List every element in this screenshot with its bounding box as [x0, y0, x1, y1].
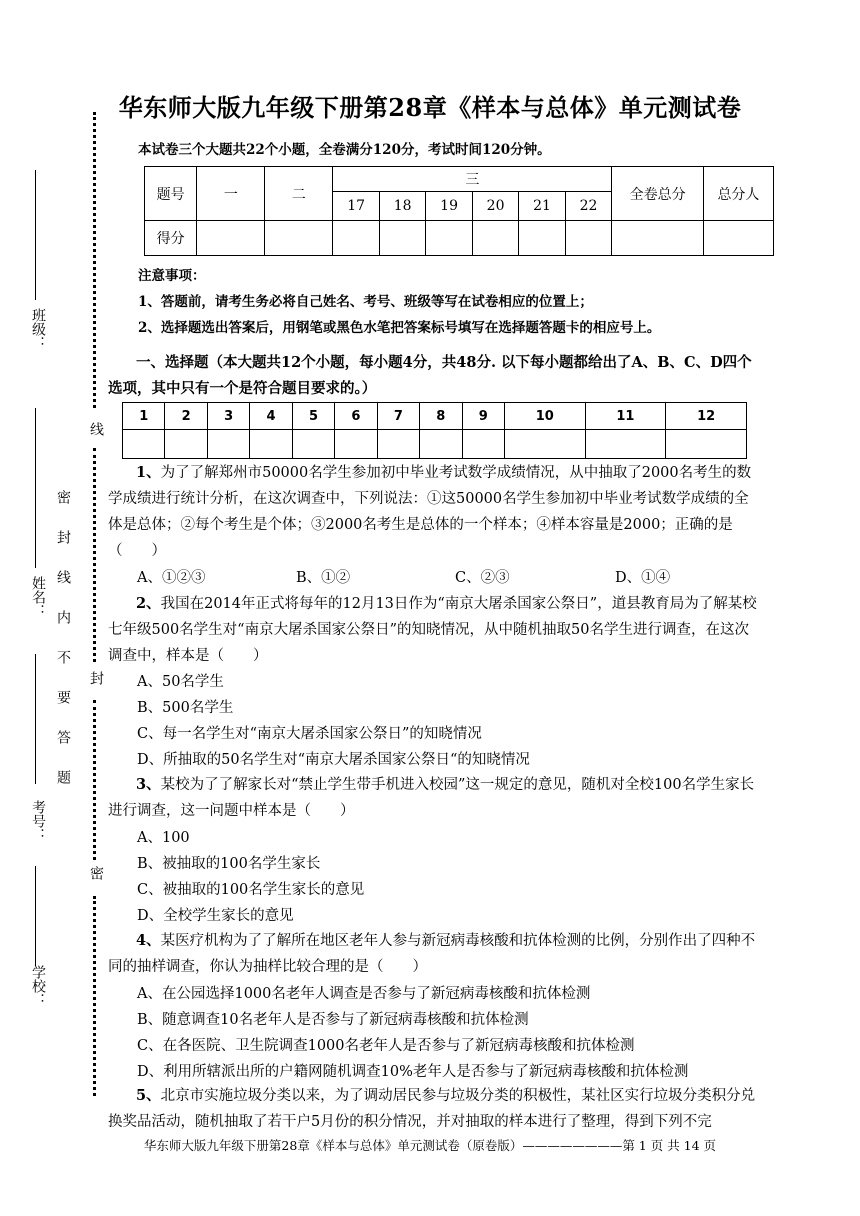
exam-intro: 本试卷三个大题共22个小题，全卷满分120分，考试时间120分钟。 [138, 142, 551, 158]
answer-box-6[interactable] [335, 430, 377, 459]
answer-grid [122, 402, 747, 459]
binding-label-xian: 线 [88, 422, 104, 436]
score-cell[interactable] [426, 221, 472, 256]
score-cell[interactable] [333, 221, 379, 256]
question-3-number: 3、 [136, 776, 161, 793]
question-1-option-d[interactable]: D、①④ [615, 570, 671, 586]
question-4-number: 4、 [136, 932, 161, 949]
name-label: 姓名： [30, 576, 46, 618]
answer-number-10: 10 [504, 403, 585, 430]
question-3-text: 某校为了了解家长对“禁止学生带手机进入校园”这一规定的意见，随机对全校100名学生家长进行调查，这一问题中样本是（ ） [108, 777, 755, 819]
answer-box-8[interactable] [420, 430, 462, 459]
answer-number-11: 11 [585, 403, 666, 430]
question-5 [108, 1083, 763, 1135]
question-5-number: 5、 [136, 1087, 161, 1104]
question-4-option-d[interactable]: D、利用所辖派出所的户籍网随机调查10%老年人是否参与了新冠病毒核酸和抗体检测 [137, 1064, 689, 1080]
answer-number-1: 1 [123, 403, 165, 430]
score-header-san: 三 [333, 167, 612, 192]
page-footer: 华东师大版九年级下册第28章《样本与总体》单元测试卷（原卷版）————————第 1 页 共 14 页 [143, 1138, 717, 1153]
school-line [35, 866, 36, 966]
note-item-2: 2、选择题选出答案后，用钢笔或黑色水笔把答案标号填写在选择题答题卡的相应号上。 [138, 320, 661, 336]
binding-dotted-line [93, 112, 96, 408]
answer-number-2: 2 [165, 403, 207, 430]
question-4-option-c[interactable]: C、在各医院、卫生院调查1000名老年人是否参与了新冠病毒核酸和抗体检测 [137, 1038, 635, 1054]
score-sub-17: 17 [333, 192, 379, 221]
binding-dotted-line [93, 448, 96, 662]
score-sub-21: 21 [519, 192, 565, 221]
exam-number-label: 考号： [30, 800, 46, 842]
question-2-option-b[interactable]: B、500名学生 [137, 700, 234, 716]
question-3-option-b[interactable]: B、被抽取的100名学生家长 [137, 856, 321, 872]
answer-box-3[interactable] [207, 430, 249, 459]
question-2-number: 2、 [136, 595, 161, 612]
answer-number-7: 7 [377, 403, 419, 430]
question-4-option-a[interactable]: A、在公园选择1000名老年人调查是否参与了新冠病毒核酸和抗体检测 [137, 986, 591, 1002]
question-5-text: 北京市实施垃圾分类以来，为了调动居民参与垃圾分类的积极性，某社区实行垃圾分类积分兑换奖品活动，随机抽取了若干户5月份的积分情况，并对抽取的样本进行了整理，得到下列不完 [108, 1088, 756, 1130]
question-2-text: 我国在2014年正式将每年的12月13日作为“南京大屠杀国家公祭日”，道县教育局为了解某校七年级500名学生对“南京大屠杀国家公祭日”的知晓情况，从中随机抽取50名学生进行调查，在这次调查中，样本是（ ） [108, 596, 757, 664]
section-1-heading: 一、选择题（本大题共12个小题，每小题4分，共48分. 以下每小题都给出了A、B、C、D四个选项，其中只有一个是符合题目要求的。） [108, 354, 752, 397]
answer-box-4[interactable] [250, 430, 292, 459]
exam-number-line [35, 654, 36, 784]
score-header-tihao: 题号 [145, 167, 197, 221]
question-2 [108, 591, 763, 669]
answer-number-8: 8 [420, 403, 462, 430]
answer-box-9[interactable] [462, 430, 504, 459]
score-sub-19: 19 [426, 192, 472, 221]
question-3-option-d[interactable]: D、全校学生家长的意见 [137, 908, 294, 924]
score-cell[interactable] [703, 221, 773, 256]
question-2-option-c[interactable]: C、每一名学生对“南京大屠杀国家公祭日”的知晓情况 [137, 726, 482, 742]
score-sub-20: 20 [472, 192, 518, 221]
score-cell[interactable] [472, 221, 518, 256]
score-header-er: 二 [265, 167, 333, 221]
answer-box-11[interactable] [585, 430, 666, 459]
question-1-option-a[interactable]: A、①②③ [137, 570, 206, 586]
score-row-label: 得分 [145, 221, 197, 256]
answer-box-5[interactable] [292, 430, 334, 459]
answer-box-10[interactable] [504, 430, 585, 459]
name-line [35, 408, 36, 568]
answer-number-6: 6 [335, 403, 377, 430]
question-1-number: 1、 [136, 464, 161, 481]
answer-box-7[interactable] [377, 430, 419, 459]
score-cell[interactable] [379, 221, 425, 256]
school-label: 学校： [30, 965, 46, 1007]
question-3-option-a[interactable]: A、100 [137, 830, 190, 846]
question-3-option-c[interactable]: C、被抽取的100名学生家长的意见 [137, 882, 365, 898]
class-label: 班级： [30, 308, 46, 350]
binding-label-mi: 密 [88, 866, 104, 880]
answer-number-9: 9 [462, 403, 504, 430]
question-1-option-b[interactable]: B、①② [296, 570, 351, 586]
score-cell[interactable] [265, 221, 333, 256]
note-item-1: 1、答题前，请考生务必将自己姓名、考号、班级等写在试卷相应的位置上； [138, 294, 593, 310]
score-sub-18: 18 [379, 192, 425, 221]
question-2-option-a[interactable]: A、50名学生 [137, 674, 224, 690]
no-answer-zone-notice: 密 封 线 内 不 要 答 题 [55, 490, 71, 790]
answer-number-12: 12 [666, 403, 747, 430]
answer-box-2[interactable] [165, 430, 207, 459]
score-header-yi: 一 [197, 167, 265, 221]
score-header-scorer: 总分人 [703, 167, 773, 221]
question-1-text: 为了了解郑州市50000名学生参加初中毕业考试数学成绩情况，从中抽取了2000名考生的数学成绩进行统计分析，在这次调查中，下列说法：①这50000名学生参加初中毕业考试数学成绩的全体是总体；②每个考生是个体；③2000名考生是总体的一个样本；④样本容量是2000；正确的是（ ） [108, 465, 752, 559]
score-header-total: 全卷总分 [612, 167, 704, 221]
answer-box-12[interactable] [666, 430, 747, 459]
score-table [144, 166, 774, 256]
page-title: 华东师大版九年级下册第28章《样本与总体》单元测试卷 [118, 93, 742, 122]
notes-heading: 注意事项： [138, 268, 206, 284]
question-4-option-b[interactable]: B、随意调查10名老年人是否参与了新冠病毒核酸和抗体检测 [137, 1012, 529, 1028]
score-cell[interactable] [519, 221, 565, 256]
question-2-option-d[interactable]: D、所抽取的50名学生对“南京大屠杀国家公祭日“的知晓情况 [137, 752, 530, 768]
binding-dotted-line [93, 700, 96, 860]
score-cell[interactable] [565, 221, 611, 256]
question-4 [108, 928, 763, 980]
question-3 [108, 772, 763, 824]
class-line [35, 170, 36, 300]
score-sub-22: 22 [565, 192, 611, 221]
binding-dotted-line [93, 896, 96, 1096]
answer-number-5: 5 [292, 403, 334, 430]
question-1 [108, 460, 763, 564]
question-4-text: 某医疗机构为了了解所在地区老年人参与新冠病毒核酸和抗体检测的比例，分别作出了四种不同的抽样调查，你认为抽样比较合理的是（ ） [108, 933, 756, 975]
binding-label-feng: 封 [88, 671, 104, 685]
score-cell[interactable] [197, 221, 265, 256]
score-cell[interactable] [612, 221, 704, 256]
question-1-option-c[interactable]: C、②③ [455, 570, 510, 586]
answer-box-1[interactable] [123, 430, 165, 459]
answer-number-3: 3 [207, 403, 249, 430]
answer-number-4: 4 [250, 403, 292, 430]
